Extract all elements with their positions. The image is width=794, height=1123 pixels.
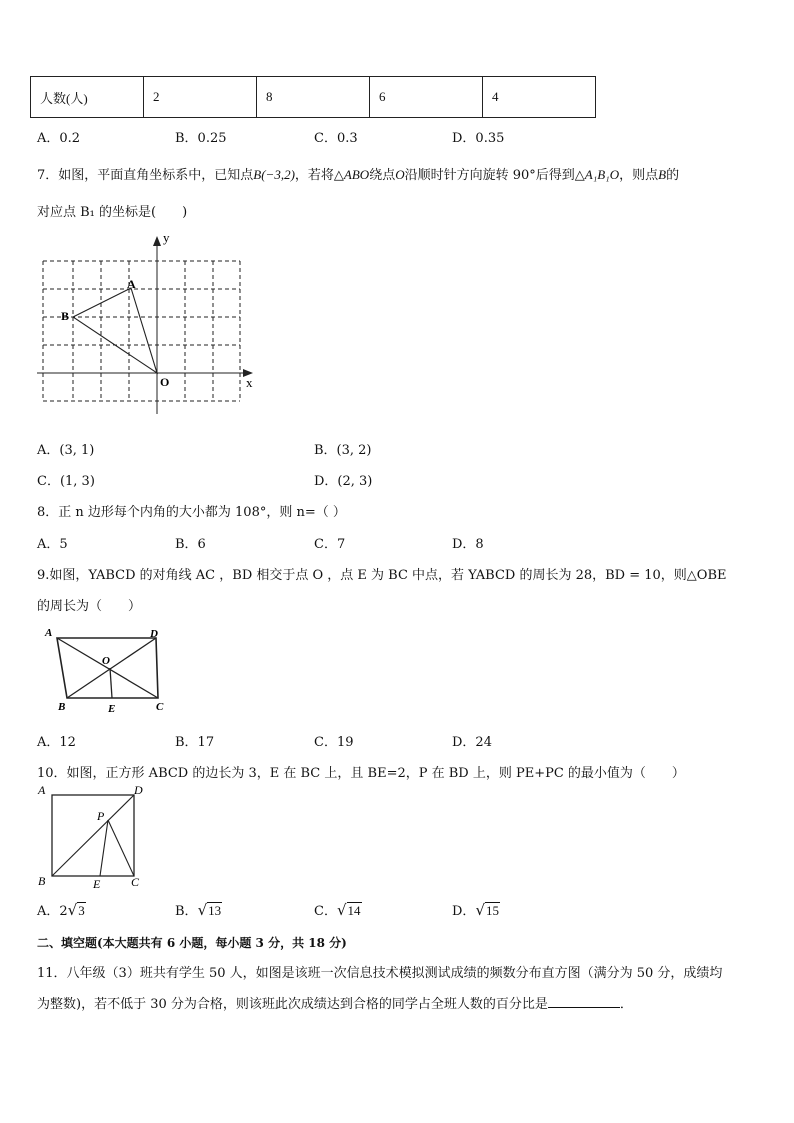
sqrt-icon: √ bbox=[197, 901, 208, 919]
section-2-title: 二、填空题(本大题共有 6 小题，每小题 3 分，共 18 分) bbox=[37, 936, 347, 950]
q9-label-e: E bbox=[108, 703, 116, 714]
q11-stem-text: 为整数)，若不低于 30 分为合格，则该班此次成绩达到合格的同学占全班人数的百分比是 bbox=[37, 997, 548, 1012]
q7-coordinate-figure bbox=[35, 228, 260, 416]
q10-label-b: B bbox=[38, 874, 46, 888]
table-cell: 人数(人) bbox=[31, 77, 144, 118]
q11-stem-line2 bbox=[37, 993, 633, 1012]
q7-stem-text: 的 bbox=[666, 168, 680, 183]
q6-option-c: C．0.3 bbox=[314, 131, 358, 146]
point-b-label: B bbox=[61, 309, 70, 323]
q9-label-o: O bbox=[102, 655, 110, 667]
q7-stem-text: 7．如图，平面直角坐标系中，已知点 bbox=[37, 168, 254, 183]
table-cell: 2 bbox=[144, 77, 257, 118]
q9-label-b: B bbox=[58, 701, 66, 713]
table-cell: 4 bbox=[483, 77, 596, 118]
segment-pe bbox=[100, 820, 108, 876]
q7-stem-text: ，若将△ bbox=[294, 168, 344, 183]
answer-blank[interactable] bbox=[548, 995, 620, 1008]
q9-label-a: A bbox=[45, 627, 53, 639]
sqrt-icon: √ bbox=[67, 901, 78, 919]
q9-option-a: A．12 bbox=[37, 735, 76, 750]
q7-triangle: ABO bbox=[343, 167, 370, 182]
sqrt-icon: √ bbox=[336, 901, 347, 919]
segment-oe bbox=[110, 668, 112, 698]
q11-stem: 11．八年级（3）班共有学生 50 人，如图是该班一次信息技术模拟测试成绩的频数分布直方图（满分为 50 分，成绩均 bbox=[37, 966, 723, 981]
q6-option-d: D．0.35 bbox=[452, 131, 505, 146]
q9-label-c: C bbox=[156, 701, 164, 713]
q7-stem-line2: 对应点 B₁ 的坐标是( ) bbox=[37, 205, 188, 220]
q10-option-b-radicand: 13 bbox=[208, 903, 222, 918]
q9-option-d: D．24 bbox=[452, 735, 492, 750]
q10-option-a-coef: 2 bbox=[59, 904, 68, 919]
q7-option-b: B．(3, 2) bbox=[314, 443, 372, 458]
y-axis-arrow-icon bbox=[153, 236, 161, 246]
q10-option-d-label: D． bbox=[452, 904, 476, 919]
q8-stem: 8．正 n 边形每个内角的大小都为 108°，则 n=（ ） bbox=[37, 505, 346, 520]
q9-label-d: D bbox=[150, 628, 158, 640]
q8-option-b: B．6 bbox=[175, 537, 206, 552]
q9-option-c: C．19 bbox=[314, 735, 354, 750]
segment-pc bbox=[108, 820, 134, 876]
origin-label: O bbox=[160, 375, 170, 389]
q6-option-b: B．0.25 bbox=[175, 131, 227, 146]
q7-point-o: O bbox=[395, 167, 405, 182]
q7-option-d: D．(2, 3) bbox=[314, 474, 373, 489]
q7-stem bbox=[37, 164, 679, 183]
q10-option-a bbox=[37, 900, 86, 919]
q7-point-b2: B bbox=[658, 167, 667, 182]
q10-square-figure bbox=[34, 780, 154, 892]
q8-option-a: A．5 bbox=[37, 537, 68, 552]
table-cell: 8 bbox=[257, 77, 370, 118]
table-row bbox=[31, 77, 596, 118]
q10-label-p: P bbox=[97, 809, 105, 823]
sqrt-icon: √ bbox=[475, 901, 485, 919]
x-axis-label: x bbox=[246, 375, 253, 390]
q10-stem: 10．如图，正方形 ABCD 的边长为 3，E 在 BC 上，且 BE=2，P 在 BD 上，则 PE+PC 的最小值为（ ） bbox=[37, 766, 685, 781]
q9-parallelogram-figure bbox=[40, 624, 170, 714]
q11-stem-end: ． bbox=[619, 997, 633, 1012]
q10-option-d bbox=[452, 900, 500, 919]
triangle-abo bbox=[73, 288, 157, 373]
q6-option-a: A．0.2 bbox=[37, 131, 81, 146]
q7-point-b: B(−3,2) bbox=[253, 167, 295, 182]
q10-option-a-label: A． bbox=[37, 904, 60, 919]
point-a-label: A bbox=[127, 277, 136, 291]
q7-option-a: A．(3, 1) bbox=[37, 443, 95, 458]
q10-label-c: C bbox=[131, 875, 140, 889]
y-axis-label: y bbox=[163, 230, 170, 245]
q10-option-b-label: B． bbox=[175, 904, 198, 919]
q8-option-c: C．7 bbox=[314, 537, 346, 552]
q10-option-d-radicand: 15 bbox=[486, 903, 499, 918]
q10-option-c-label: C． bbox=[314, 904, 337, 919]
q10-label-d: D bbox=[134, 783, 143, 797]
q10-option-c-radicand: 14 bbox=[347, 903, 361, 918]
q7-stem-text: ，则点 bbox=[619, 168, 659, 183]
q7-grid bbox=[43, 261, 240, 401]
diagonal-bd bbox=[52, 795, 134, 876]
q10-option-a-radicand: 3 bbox=[78, 903, 85, 918]
q9-stem-line2: 的周长为（ ） bbox=[37, 599, 142, 614]
q10-label-e: E bbox=[93, 877, 101, 891]
q7-triangle-rotated: A₁B₁O bbox=[584, 167, 620, 182]
q7-stem-text: 绕点 bbox=[369, 168, 396, 183]
frequency-table bbox=[30, 76, 596, 118]
q7-option-c: C．(1, 3) bbox=[37, 474, 95, 489]
q10-option-c bbox=[314, 900, 362, 919]
q10-label-a: A bbox=[38, 783, 46, 797]
q9-option-b: B．17 bbox=[175, 735, 215, 750]
q9-stem: 9.如图，YABCD 的对角线 AC ，BD 相交于点 O ，点 E 为 BC 中点，若 YABCD 的周长为 28，BD = 10，则△OBE bbox=[37, 568, 727, 583]
q7-stem-text: 沿顺时针方向旋转 90°后得到△ bbox=[404, 168, 585, 183]
q8-option-d: D．8 bbox=[452, 537, 484, 552]
q10-option-b bbox=[175, 900, 222, 919]
table-cell: 6 bbox=[370, 77, 483, 118]
